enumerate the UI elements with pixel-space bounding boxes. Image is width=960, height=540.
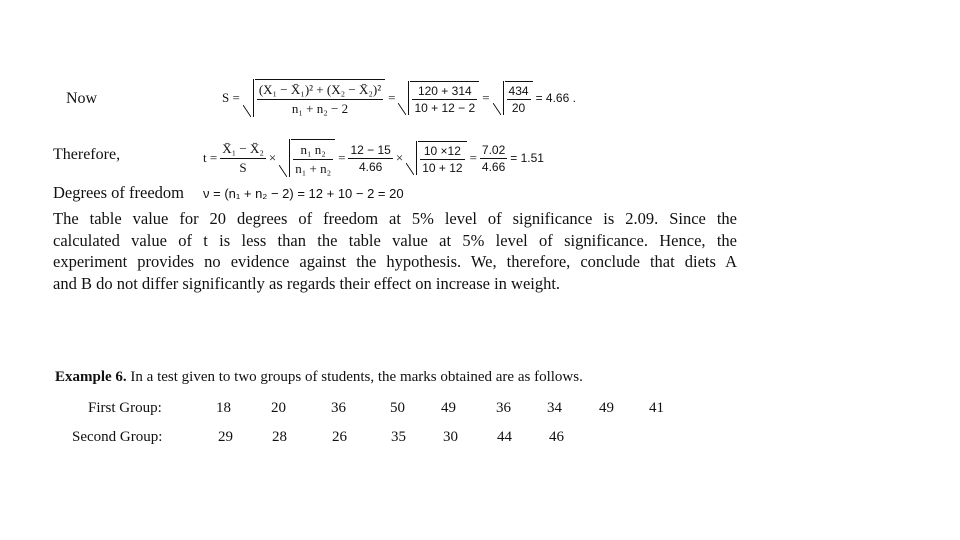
- group-value: 41: [649, 400, 664, 416]
- eq1-numerator: (X₁ − X̄₁)² + (X₂ − X̄₂)²: [257, 82, 383, 100]
- eq2-equals-2: =: [469, 150, 477, 165]
- standard-deviation-equation: [222, 74, 576, 122]
- eq2-denominator-3: 4.66: [481, 159, 506, 174]
- eq1-result: = 4.66 .: [535, 91, 576, 105]
- eq1-denominator-2: 10 + 12 − 2: [414, 101, 476, 115]
- paragraph-line: and B do not differ significantly as regards their effect on increase in weight.: [53, 273, 561, 293]
- eq2-sqrt-numerator-2: 10 ×12: [420, 144, 464, 160]
- eq2-times-2: ×: [395, 150, 404, 165]
- group-value: 20: [271, 400, 286, 416]
- eq2-times: ×: [268, 150, 277, 165]
- group-value: 36: [496, 400, 511, 416]
- paragraph-line: experiment provides no evidence against the hypothesis. We, therefore, conclude that diets A: [53, 252, 737, 271]
- group-name: First Group:: [88, 400, 162, 416]
- group-name: Second Group:: [72, 429, 163, 445]
- eq2-numerator-2: 12 − 15: [350, 142, 391, 157]
- eq1-sqrt: [243, 79, 385, 117]
- example-text: In a test given to two groups of students, the marks obtained are as follows.: [126, 369, 583, 385]
- eq2-denominator: S: [239, 159, 247, 175]
- eq1-equals-2: =: [482, 90, 490, 105]
- therefore-label: Therefore,: [53, 146, 121, 163]
- eq2-numerator-3: 7.02: [481, 142, 506, 157]
- example-heading: [55, 369, 583, 386]
- eq2-sqrt-denominator-2: 10 + 12: [422, 161, 463, 175]
- eq1-numerator-2: 120 + 314: [412, 84, 477, 100]
- now-label: Now: [66, 90, 98, 107]
- group-value: 46: [549, 429, 564, 445]
- t-statistic-equation: [203, 136, 544, 180]
- group-value: 26: [332, 429, 347, 445]
- eq2-sqrt-denominator: n₁ + n₂: [295, 161, 332, 176]
- group-value: 50: [390, 400, 405, 416]
- eq1-sqrt-3: [493, 81, 533, 115]
- group-value: 49: [599, 400, 614, 416]
- example-label: Example 6.: [55, 369, 127, 385]
- eq2-lhs: t =: [203, 150, 218, 165]
- eq2-sqrt-numerator: n₁ n₂: [293, 142, 333, 160]
- group-value: 49: [441, 400, 456, 416]
- group-value: 35: [391, 429, 406, 445]
- conclusion-paragraph: [53, 208, 737, 294]
- eq1-equals: =: [388, 90, 396, 105]
- group-value: 34: [547, 400, 562, 416]
- group-value: 18: [216, 400, 231, 416]
- eq2-result: = 1.51: [510, 151, 544, 165]
- group-value: 28: [272, 429, 287, 445]
- group-value: 29: [218, 429, 233, 445]
- first-group-row: [0, 400, 960, 420]
- eq1-denominator-3: 20: [511, 101, 526, 115]
- eq2-denominator-2: 4.66: [358, 159, 383, 174]
- eq1-denominator: n₁ + n₂ − 2: [291, 101, 349, 116]
- second-group-row: [0, 429, 960, 449]
- eq1-lhs: S =: [222, 90, 240, 105]
- eq2-sqrt: [279, 139, 335, 177]
- degrees-of-freedom-expression: ν = (n₁ + n₂ − 2) = 12 + 10 − 2 = 20: [203, 186, 404, 201]
- paragraph-line: The table value for 20 degrees of freedom at 5% level of significance is 2.09. Since the: [53, 209, 737, 228]
- eq1-sqrt-2: [398, 81, 479, 115]
- eq2-numerator: X̄₁ − X̄₂: [220, 141, 266, 159]
- paragraph-line: calculated value of t is less than the table value at 5% level of significance. Hence, the: [53, 230, 737, 250]
- group-value: 36: [331, 400, 346, 416]
- degrees-of-freedom-label: Degrees of freedom: [53, 183, 185, 202]
- eq2-equals: =: [338, 150, 346, 165]
- group-value: 44: [497, 429, 512, 445]
- eq1-numerator-3: 434: [508, 84, 529, 98]
- eq2-sqrt-2: [406, 141, 466, 175]
- group-value: 30: [443, 429, 458, 445]
